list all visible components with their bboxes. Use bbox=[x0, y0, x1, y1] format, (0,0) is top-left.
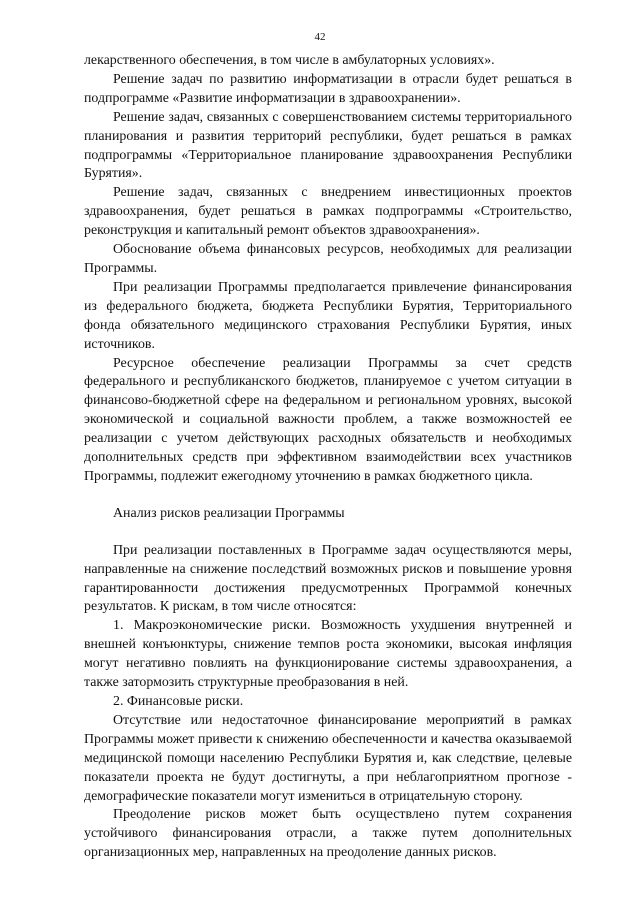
paragraph-macroeconomic-risks: 1. Макроэкономические риски. Возможность ухудшения внутренней и внешней конъюнктуры, снижение темпов роста экономики, высокая инфляция могут негативно повлиять на функционирование системы здравоохранения, а также затормозить структурные преобразования в ней. bbox=[84, 618, 572, 691]
paragraph-informatization: Решение задач по развитию информатизации в отрасли будет решаться в подпрограмме «Развитие информатизации в здравоохранении». bbox=[84, 71, 572, 106]
paragraph-continuation: лекарственного обеспечения, в том числе в амбулаторных условиях». bbox=[84, 53, 495, 68]
paragraph-risk-mitigation: Преодоление рисков может быть осуществлено путем сохранения устойчивого финансирования отрасли, а также путем дополнительных организационных мер, направленных на преодоление данных рисков. bbox=[84, 807, 572, 861]
paragraph-investment-projects: Решение задач, связанных с внедрением инвестиционных проектов здравоохранения, будет решаться в рамках подпрограммы «Строительство, реконструкция и капитальный ремонт объектов здравоохранения». bbox=[84, 185, 572, 239]
paragraph-territorial-planning: Решение задач, связанных с совершенствованием системы территориального планирования и развития территорий республики, будет решаться в рамках подпрограммы «Территориальное планирование здравоохранения Республики Бурятия». bbox=[84, 109, 572, 182]
paragraph-resource-provision: Ресурсное обеспечение реализации Программы за счет средств федерального и республиканского бюджетов, планируемое с учетом ситуации в финансово-бюджетной сфере на федеральном и региональном уровнях, высокой экономической и социальной важности проблем, а также возможностей ее реализации с учетом действующих расходных обязательств и необходимых дополнительных средств при эффективном взаимодействии всех участников Программы, подлежит ежегодному уточнению в рамках бюджетного цикла. bbox=[84, 355, 572, 484]
paragraph-risk-measures: При реализации поставленных в Программе задач осуществляются меры, направленные на снижение последствий возможных рисков и повышение уровня гарантированности достижения предусмотренных Программой конечных результатов. К рискам, в том числе относятся: bbox=[84, 542, 572, 615]
page-number: 42 bbox=[314, 31, 326, 43]
paragraph-financial-risks: Отсутствие или недостаточное финансирование мероприятий в рамках Программы может привести к снижению обеспеченности и качества оказываемой медицинской помощи населению Республики Бурятия и, как следствие, целевые показатели проекта не будут достигнуты, а при неблагоприятном прогнозе - демографические показатели могут измениться в отрицательную сторону. bbox=[84, 712, 572, 804]
paragraph-resource-justification: Обоснование объема финансовых ресурсов, необходимых для реализации Программы. bbox=[84, 242, 572, 276]
paragraph-financial-risks-title: 2. Финансовые риски. bbox=[113, 694, 244, 709]
paragraph-funding-sources: При реализации Программы предполагается привлечение финансирования из федерального бюджета, бюджета Республики Бурятия, Территориального фонда обязательного медицинского страхования Республики Бурятия, иных источников. bbox=[84, 279, 572, 352]
section-heading: Анализ рисков реализации Программы bbox=[113, 505, 345, 521]
document-body bbox=[84, 52, 572, 863]
